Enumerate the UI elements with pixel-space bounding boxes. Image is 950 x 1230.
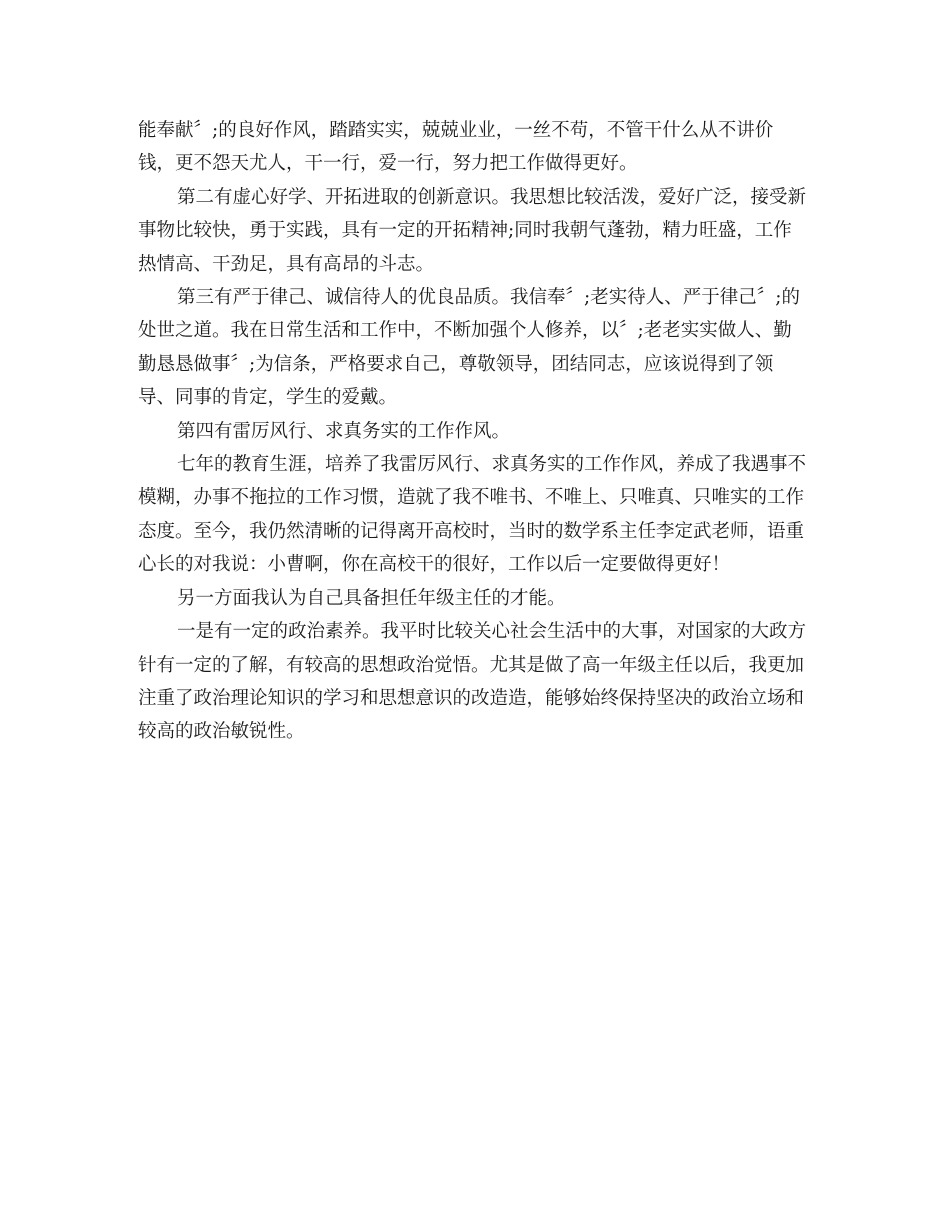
text-line: 七年的教育生涯，培养了我雷厉风行、求真务实的工作作风，养成了我遇事不	[177, 454, 807, 476]
text-line: 第二有虚心好学、开拓进取的创新意识。我思想比较活泼，爱好广泛，接受新	[177, 186, 807, 208]
paragraph-3	[138, 281, 814, 415]
text-line: 态度。至今，我仍然清晰的记得离开高校时，当时的数学系主任李定武老师，语重	[138, 520, 805, 542]
text-line: 事物比较快，勇于实践，具有一定的开拓精神;同时我朝气蓬勃，精力旺盛，工作	[138, 220, 792, 242]
text-line: 针有一定的了解，有较高的思想政治觉悟。尤其是做了高一年级主任以后，我更加	[138, 654, 805, 676]
paragraph-4	[138, 415, 814, 448]
paragraph-7	[138, 615, 814, 749]
paragraph-2	[138, 181, 814, 281]
paragraph-1	[138, 114, 814, 181]
text-line: 另一方面我认为自己具备担任年级主任的才能。	[177, 587, 566, 609]
text-line: 心长的对我说：小曹啊，你在高校干的很好，工作以后一定要做得更好！	[138, 554, 731, 576]
paragraph-6	[138, 582, 814, 615]
paragraph-5	[138, 448, 814, 582]
text-line: 勤恳恳做事〞;为信条，严格要求自己，尊敬领导，团结同志，应该说得到了领	[138, 353, 774, 375]
text-line: 第三有严于律己、诚信待人的优良品质。我信奉〞;老实待人、严于律己〞;的	[177, 287, 800, 309]
text-line: 处世之道。我在日常生活和工作中，不断加强个人修养，以〞;老老实实做人、勤	[138, 320, 792, 342]
text-line: 能奉献〞;的良好作风，踏踏实实，兢兢业业，一丝不苟，不管干什么从不讲价	[138, 120, 774, 141]
text-line: 导、同事的肯定，学生的爱戴。	[138, 387, 398, 409]
text-line: 热情高、干劲足，具有高昂的斗志。	[138, 253, 435, 275]
text-line: 较高的政治敏锐性。	[138, 721, 305, 743]
text-line: 模糊，办事不拖拉的工作习惯，造就了我不唯书、不唯上、只唯真、只唯实的工作	[138, 487, 805, 509]
document-body	[138, 114, 814, 749]
text-line: 注重了政治理论知识的学习和思想意识的改造造，能够始终保持坚决的政治立场和	[138, 687, 805, 709]
text-line: 一是有一定的政治素养。我平时比较关心社会生活中的大事，对国家的大政方	[177, 621, 807, 643]
text-line: 钱，更不怨天尤人，干一行，爱一行，努力把工作做得更好。	[138, 153, 638, 175]
text-line: 第四有雷厉风行、求真务实的工作作风。	[177, 420, 511, 442]
